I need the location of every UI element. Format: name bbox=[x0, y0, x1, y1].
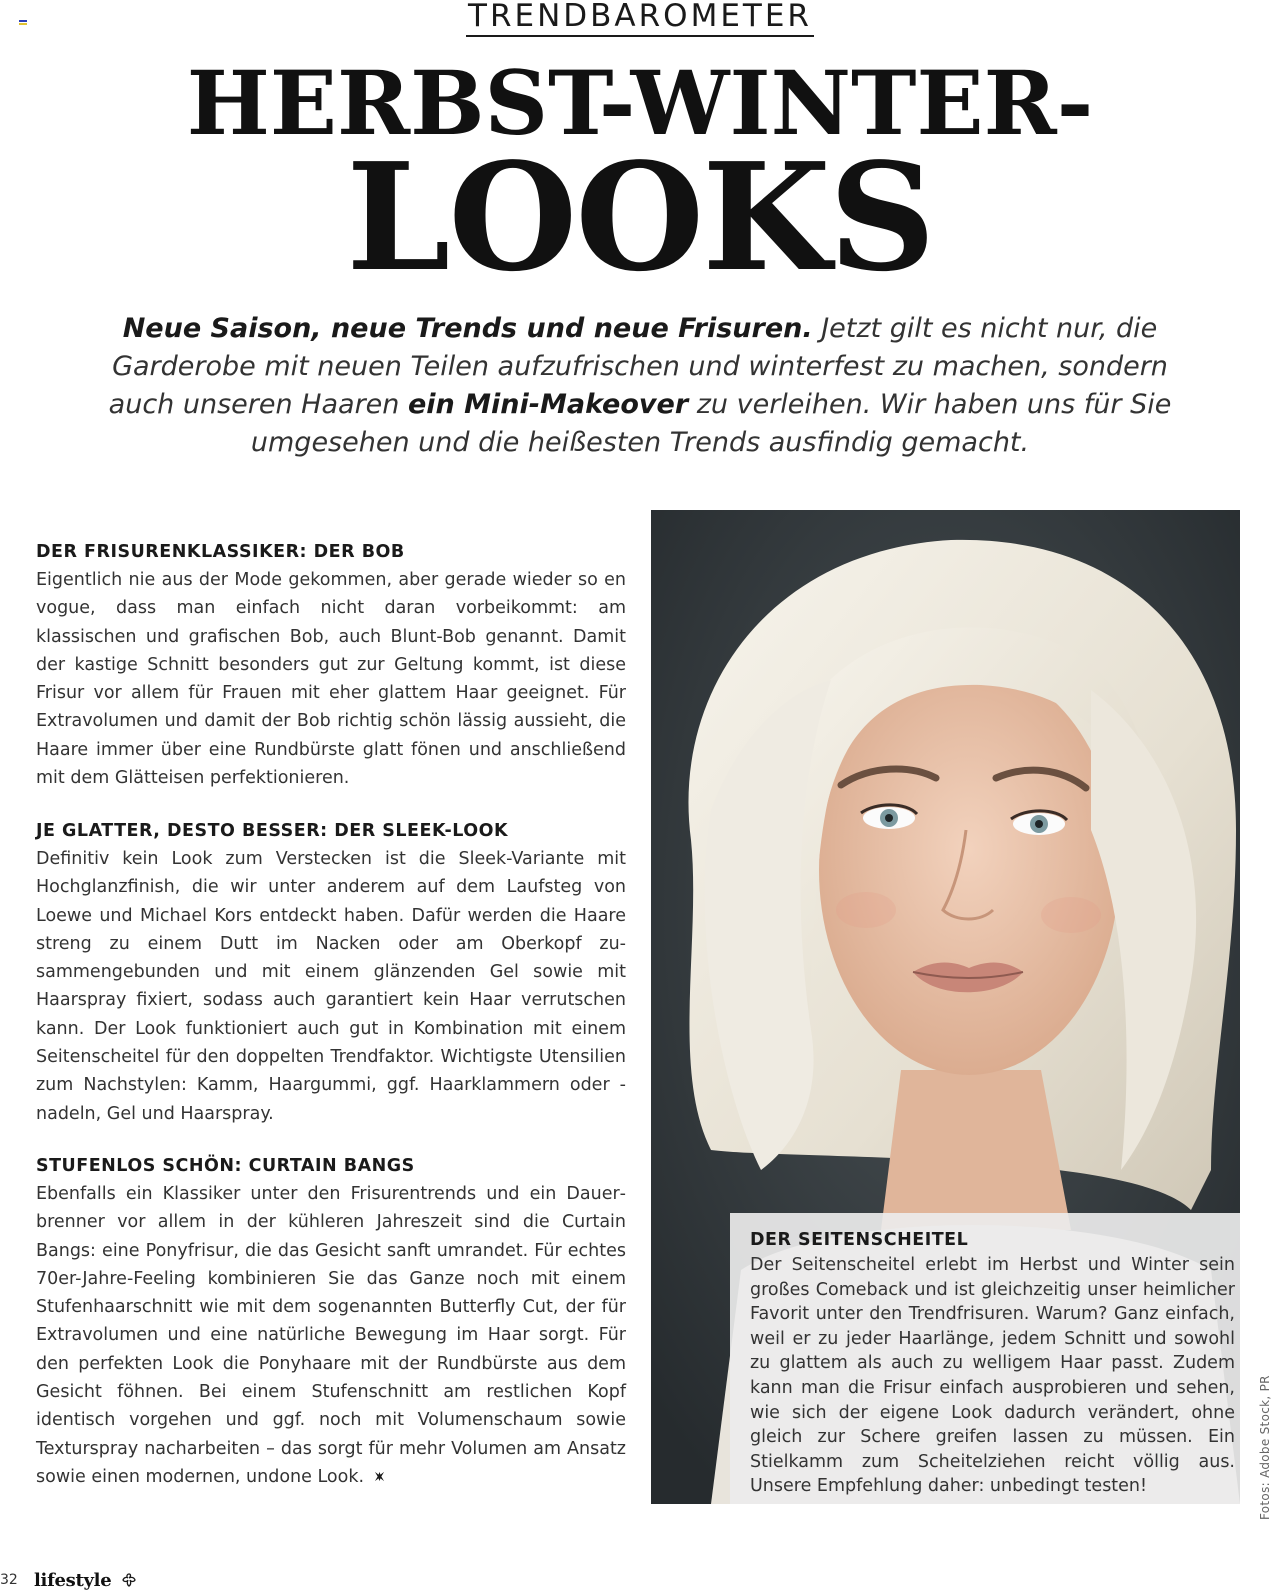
title-line-2: LOOKS bbox=[346, 130, 934, 304]
intro-text-2: zu verleihen. Wir haben uns für Sie umgesehen und die heißesten Trends ausfindig gemacht. bbox=[250, 389, 1172, 458]
intro-highlight: ein Mini-Makeover bbox=[407, 389, 689, 420]
kicker-text: TRENDBAROMETER bbox=[466, 0, 814, 37]
photo-credit: Fotos: Adobe Stock, PR bbox=[1258, 1375, 1272, 1520]
intro-lead: Neue Saison, neue Trends und neue Frisuren. bbox=[122, 313, 813, 344]
intro-text-1: Jetzt gilt es nicht nur, die Garderobe mit neuen Teilen aufzufrischen und winterfest zu machen, sondern auch unseren Haaren bbox=[108, 313, 1168, 420]
sidebox-heading: DER SEITENSCHEITEL bbox=[750, 1230, 969, 1250]
section-body bbox=[36, 1180, 626, 1491]
article-section-curtain-bangs bbox=[36, 1152, 626, 1491]
section-heading: STUFENLOS SCHÖN: CURTAIN BANGS bbox=[36, 1156, 415, 1176]
sidebox-body: Der Seitenscheitel erlebt im Herbst und Winter sein großes Comeback und ist gleichzeitig unser heimlicher Favorit unter den Trendfrisuren. Warum? Ganz einfach, weil er zu jeder Haarlänge, jedem Schnitt und sowohl zu glattem als auch zu welligem Haar passt. Zudem kann man die Frisur einfach ausprobieren und sehen, wie sich der eigene Look dadurch verändert, ohne gleich zur Schere greifen lassen zu müssen. Ein Stielkamm zum Scheitelziehen reicht völlig aus. Unsere Empfehlung daher: unbedingt testen! bbox=[750, 1255, 1235, 1497]
intro-paragraph bbox=[80, 310, 1200, 462]
brand-name: lifestyle bbox=[34, 1569, 112, 1591]
section-body: Eigentlich nie aus der Mode gekommen, aber gerade wieder so en vogue, dass man einfach nicht daran vorbeikommt: am klassischen und grafischen Bob, auch Blunt-Bob genannt. Damit der kastige Schnitt besonders gut zur Geltung kommt, ist diese Frisur vor allem für Frauen mit eher glattem Haar geeignet. Für Extravolumen und damit der Bob richtig schön lässig aussieht, die Haare immer über eine Rundbürste glatt fönen und anschließend mit dem Glätteisen perfektionieren. bbox=[36, 570, 626, 789]
title-line-1: HERBST-WINTER- bbox=[186, 51, 1094, 155]
sidebox-seitenscheitel bbox=[730, 1213, 1240, 1504]
section-body: Definitiv kein Look zum Verstecken ist die Sleek-Variante mit Hochglanzfinish, die wir unter anderem auf dem Laufsteg von Loewe und Michael Kors entdeckt haben. Dafür werden die Haare streng zu einem Dutt im Nacken oder am Oberkopf zusammengebunden und mit einem glänzenden Gel sowie mit Haarspray fixiert, sodass auch garantiert kein Haar verrutschen kann. Der Look funktioniert auch gut in Kombination mit einem Seitenscheitel für den doppelten Trendfaktor. Wichtigste Utensilien zum Nachstylen: Kamm, Haargummi, ggf. Haarklammern oder -nadeln, Gel und Haarspray. bbox=[36, 849, 626, 1124]
page-footer bbox=[0, 1568, 137, 1592]
page-number: 32 bbox=[0, 1572, 18, 1588]
section-body-text: Ebenfalls ein Klassiker unter den Frisurentrends und ein Dauerbrenner vor allem in der kühleren Jahreszeit sind die Curtain Bangs: eine Ponyfrisur, die das Gesicht sanft umrandet. Für echtes 70er-Jahre-Feeling kombinieren Sie das Ganze noch mit einem Stufenhaarschnitt wie mit dem sogenannten Butterfly Cut, der für Extravolumen und eine natürliche Bewegung im Haar sorgt. Für den perfekten Look die Ponyhaare mit der Rundbürste aus dem Gesicht föhnen. Bei einem Stufenschnitt am restlichen Kopf identisch vorgehen und ggf. noch mit Volumenschaum sowie Texturspray nacharbeiten – das sorgt für mehr Volumen am Ansatz sowie einen modernen, undone Look. bbox=[36, 1184, 626, 1487]
flower-outline-icon bbox=[121, 1572, 137, 1588]
article-section-sleek bbox=[36, 817, 626, 1128]
section-heading: DER FRISURENKLASSIKER: DER BOB bbox=[36, 542, 405, 562]
cross-star-icon bbox=[374, 1471, 385, 1482]
section-heading: JE GLATTER, DESTO BESSER: DER SLEEK-LOOK bbox=[36, 821, 509, 841]
article-section-bob bbox=[36, 538, 626, 792]
kicker bbox=[0, 0, 1280, 32]
